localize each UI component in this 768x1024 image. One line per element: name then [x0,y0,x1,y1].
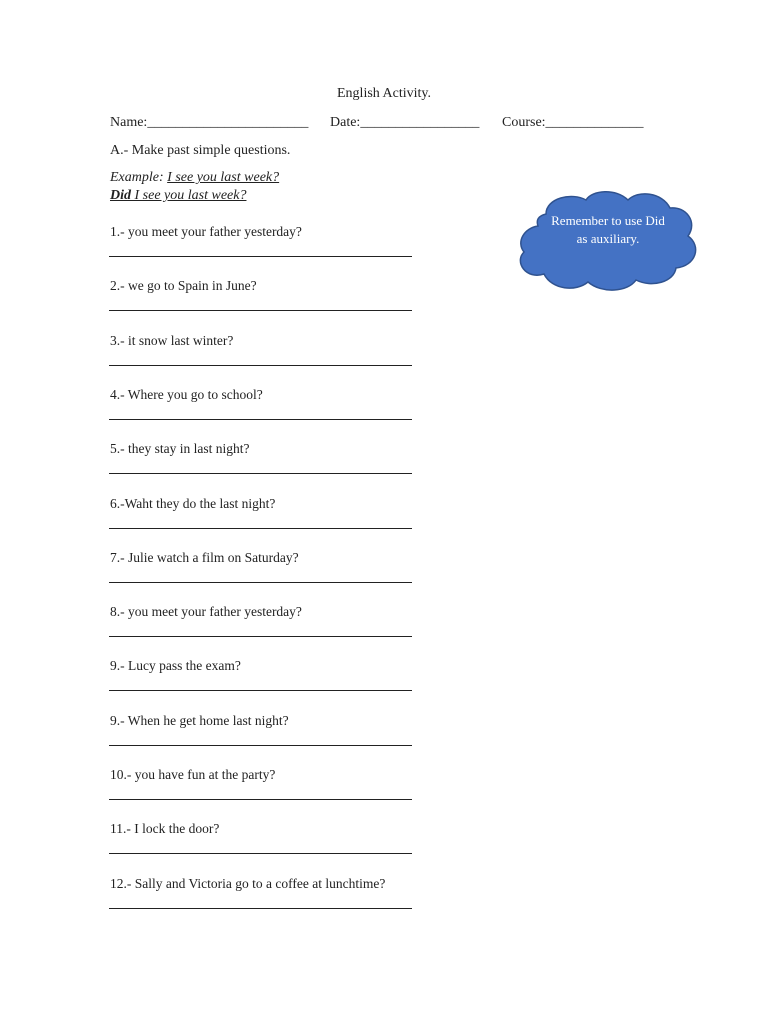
example-sentence: I see you last week? [167,170,280,185]
cloud-text: Remember to use Did as auxiliary. [551,213,665,246]
answer-line-9[interactable] [109,690,412,691]
question-13: 12.- Sally and Victoria go to a coffee at lunchtime? [110,875,386,891]
answer-line-10[interactable] [109,745,412,746]
course-field-label: Course:______________ [502,115,644,130]
answer-line-1[interactable] [109,256,412,257]
answer-line-5[interactable] [109,473,412,474]
question-1: 1.- you meet your father yesterday? [110,224,302,239]
question-3: 3.- it snow last winter? [110,332,234,348]
example-answer-line [110,188,246,204]
answer-line-3[interactable] [109,365,412,366]
question-12: 11.- I lock the door? [110,821,220,837]
answer-line-11[interactable] [109,799,412,800]
date-field-label: Date:_________________ [330,115,480,130]
answer-line-12[interactable] [109,853,412,854]
question-2: 2.- we go to Spain in June? [110,278,257,294]
question-9: 9.- Lucy pass the exam? [110,658,241,674]
question-5: 5.- they stay in last night? [110,441,250,457]
example-answer-did: Did [110,188,131,203]
question-7: 7.- Julie watch a film on Saturday? [110,549,299,565]
answer-line-4[interactable] [109,419,412,420]
answer-line-8[interactable] [109,636,412,637]
answer-line-7[interactable] [109,582,412,583]
question-4: 4.- Where you go to school? [110,386,263,402]
name-field-label: Name:_______________________ [110,115,309,130]
question-6: 6.-Waht they do the last night? [110,495,276,511]
question-8: 8.- you meet your father yesterday? [110,604,302,620]
question-11: 10.- you have fun at the party? [110,767,276,782]
example-prefix: Example: [110,170,164,185]
answer-line-13[interactable] [109,908,412,909]
page-title: English Activity. [337,86,431,101]
answer-line-2[interactable] [109,310,412,311]
example-line [110,170,279,186]
answer-line-6[interactable] [109,528,412,529]
example-answer-rest: I see you last week? [131,188,247,203]
instruction-text: A.- Make past simple questions. [110,143,291,158]
question-10: 9.- When he get home last night? [110,712,289,728]
